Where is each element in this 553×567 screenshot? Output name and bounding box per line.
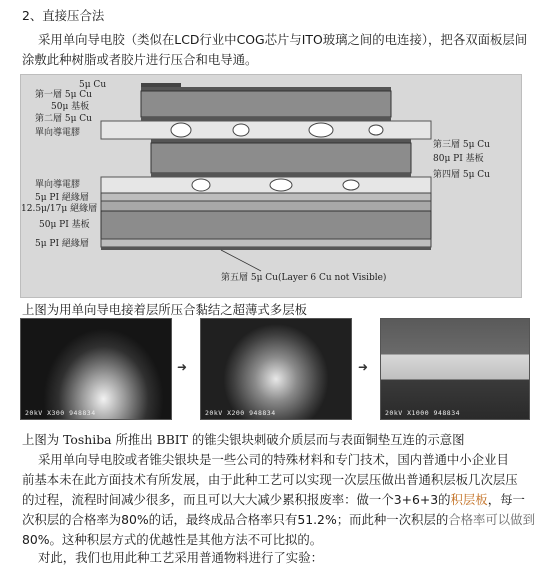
label-pi-insulation2: 5μ PI 絕緣層 [35, 239, 89, 249]
label-layer5: 第五層 5μ Cu(Layer 6 Cu not Visible) [221, 273, 387, 283]
leader-line [221, 250, 261, 271]
label-adhesive1: 單向導電膠 [35, 128, 81, 138]
body-line-5: 80%。这种积层方式的优越性是其他方法不可比拟的。 [22, 532, 323, 547]
pi-substrate-50 [101, 211, 431, 239]
body-line-2: 前基本未在此方面技术有所发展，由于此种工艺可以实现一次层压做出普通积层板几次层压 [22, 472, 518, 487]
sem-photo-strip [20, 318, 530, 418]
cu-layer-2 [141, 117, 391, 121]
body-line-3c: ，每一 [487, 492, 525, 507]
label-layer2: 第二層 5μ Cu [35, 114, 92, 124]
body-line-4a: 次积层的合格率为80%的话，最终成品合格率只有51.2%；而此种一次积层的 [22, 512, 449, 527]
insulation-125 [101, 201, 431, 211]
intro-line-1: 采用单向导电胶（类似在LCD行业中COG芯片与ITO玻璃之间的电连接），把各双面板层间 [38, 32, 528, 47]
body-line-3b: 积层板 [450, 492, 488, 507]
conductive-particle [270, 179, 292, 191]
intro-line-2: 涂敷此种树脂或者胶片进行压合和电导通。 [22, 52, 258, 67]
label-pi-substrate50: 50μ PI 基板 [39, 220, 90, 230]
conductive-particle [309, 123, 333, 137]
arrow-icon: ➜ [177, 360, 188, 374]
multilayer-board-diagram [20, 74, 522, 298]
substrate-80 [151, 143, 411, 173]
label-substrate50: 50μ 基板 [51, 102, 90, 112]
cu-layer-top [141, 83, 181, 87]
sem-photo-1 [20, 318, 172, 420]
conductive-particle [192, 179, 210, 191]
conductive-particle [343, 180, 359, 190]
caption2-middle: 所推出 [115, 432, 153, 447]
cu-layer-5 [101, 247, 431, 250]
sem-photo-3 [380, 318, 530, 420]
label-layer1: 第一層 5μ Cu [35, 90, 92, 100]
photo-2-scale: 20kV X200 948834 [205, 409, 276, 417]
sem-photo-2 [200, 318, 352, 420]
body-line-6: 对此，我们也用此种工艺采用普通物料进行了实验： [38, 550, 323, 565]
label-layer4: 第四層 5μ Cu [433, 170, 490, 180]
body-line-3a: 的过程，流程时间减少很多，而且可以大大减少累积报废率：做一个3+6+3的 [22, 492, 451, 507]
photo-1-scale: 20kV X300 948834 [25, 409, 96, 417]
conductive-particle [233, 124, 249, 136]
label-layer3: 第三層 5μ Cu [433, 140, 490, 150]
caption-diagram: 上图为用单向导电接着层所压合黏结之超薄式多层板 [22, 302, 307, 317]
body-line-1: 采用单向导电胶或者锥尖银块是一些公司的特殊材料和专门技术，国内普通中小企业目 [38, 452, 509, 467]
conductive-particle [369, 125, 383, 135]
label-insulation125: 12.5μ/17μ 絕緣層 [21, 204, 98, 214]
caption2-suffix: 的锥尖银块刺破介质层而与表面铜垫互连的示意图 [191, 432, 465, 447]
pi-insulation-1 [101, 193, 431, 201]
caption-photos [22, 430, 465, 449]
photo-3-scale: 20kV X1000 948834 [385, 409, 461, 417]
adhesive-layer-2 [101, 177, 431, 193]
label-cu-top: 5μ Cu [79, 80, 107, 90]
substrate-50 [141, 91, 391, 117]
label-substrate80: 80μ PI 基板 [433, 154, 484, 164]
conductive-particle [171, 123, 191, 137]
body-line-4 [22, 510, 535, 529]
diagram-svg [21, 75, 521, 297]
caption2-product: BBIT [156, 432, 188, 447]
cu-layer-1 [141, 87, 391, 91]
cu-layer-3 [151, 139, 411, 143]
caption2-prefix: 上图为 [22, 432, 60, 447]
body-line-4b: 合格率可以做到 [448, 512, 535, 527]
label-pi-insulation1: 5μ PI 絕緣層 [35, 193, 89, 203]
arrow-icon: ➜ [358, 360, 369, 374]
pi-insulation-2 [101, 239, 431, 247]
label-adhesive2: 單向導電膠 [35, 180, 81, 190]
caption2-brand: Toshiba [63, 432, 112, 447]
section-heading: 2、直接压合法 [22, 8, 105, 23]
cu-layer-4 [151, 173, 411, 177]
body-line-3 [22, 490, 525, 509]
